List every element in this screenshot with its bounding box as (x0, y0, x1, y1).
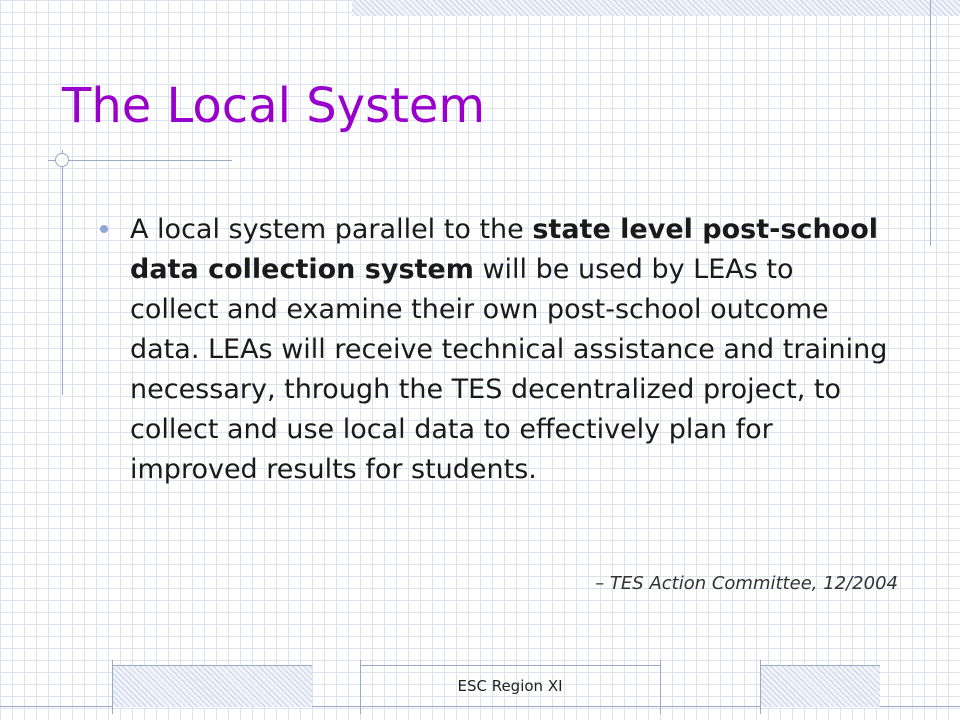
title-underline-rule (48, 160, 232, 161)
slide-content (100, 210, 890, 490)
right-vertical-rule (930, 0, 931, 246)
footer-right-tick (760, 660, 761, 714)
bullet-item (100, 210, 890, 490)
footer-mid-right-tick (660, 660, 661, 714)
footer-left-box (112, 665, 312, 707)
footer-left-box-top (112, 665, 312, 666)
bullet-text-bold: state level post-school data collection system (130, 214, 879, 285)
corner-ornament (55, 153, 69, 167)
bullet-text (130, 210, 890, 490)
bullet-text-part2: will be used by LEAs to collect and examine their own post-school outcome data. LEAs will receive technical assistance and training necessary, through the TES decentralized project, to collect and use local data to effectively plan for improved results for students. (130, 254, 888, 485)
footer-text: ESC Region XI (457, 677, 563, 695)
left-vertical-rule (62, 150, 63, 395)
top-right-hatch-panel (352, 0, 960, 16)
footer-left-tick (112, 660, 113, 714)
footer-right-box (760, 665, 880, 707)
bullet-text-part1: A local system parallel to the (130, 214, 533, 245)
slide-title: The Local System (62, 78, 486, 134)
attribution: – TES Action Committee, 12/2004 (595, 573, 898, 594)
bullet-icon (100, 225, 108, 233)
footer-right-box-top (760, 665, 880, 666)
